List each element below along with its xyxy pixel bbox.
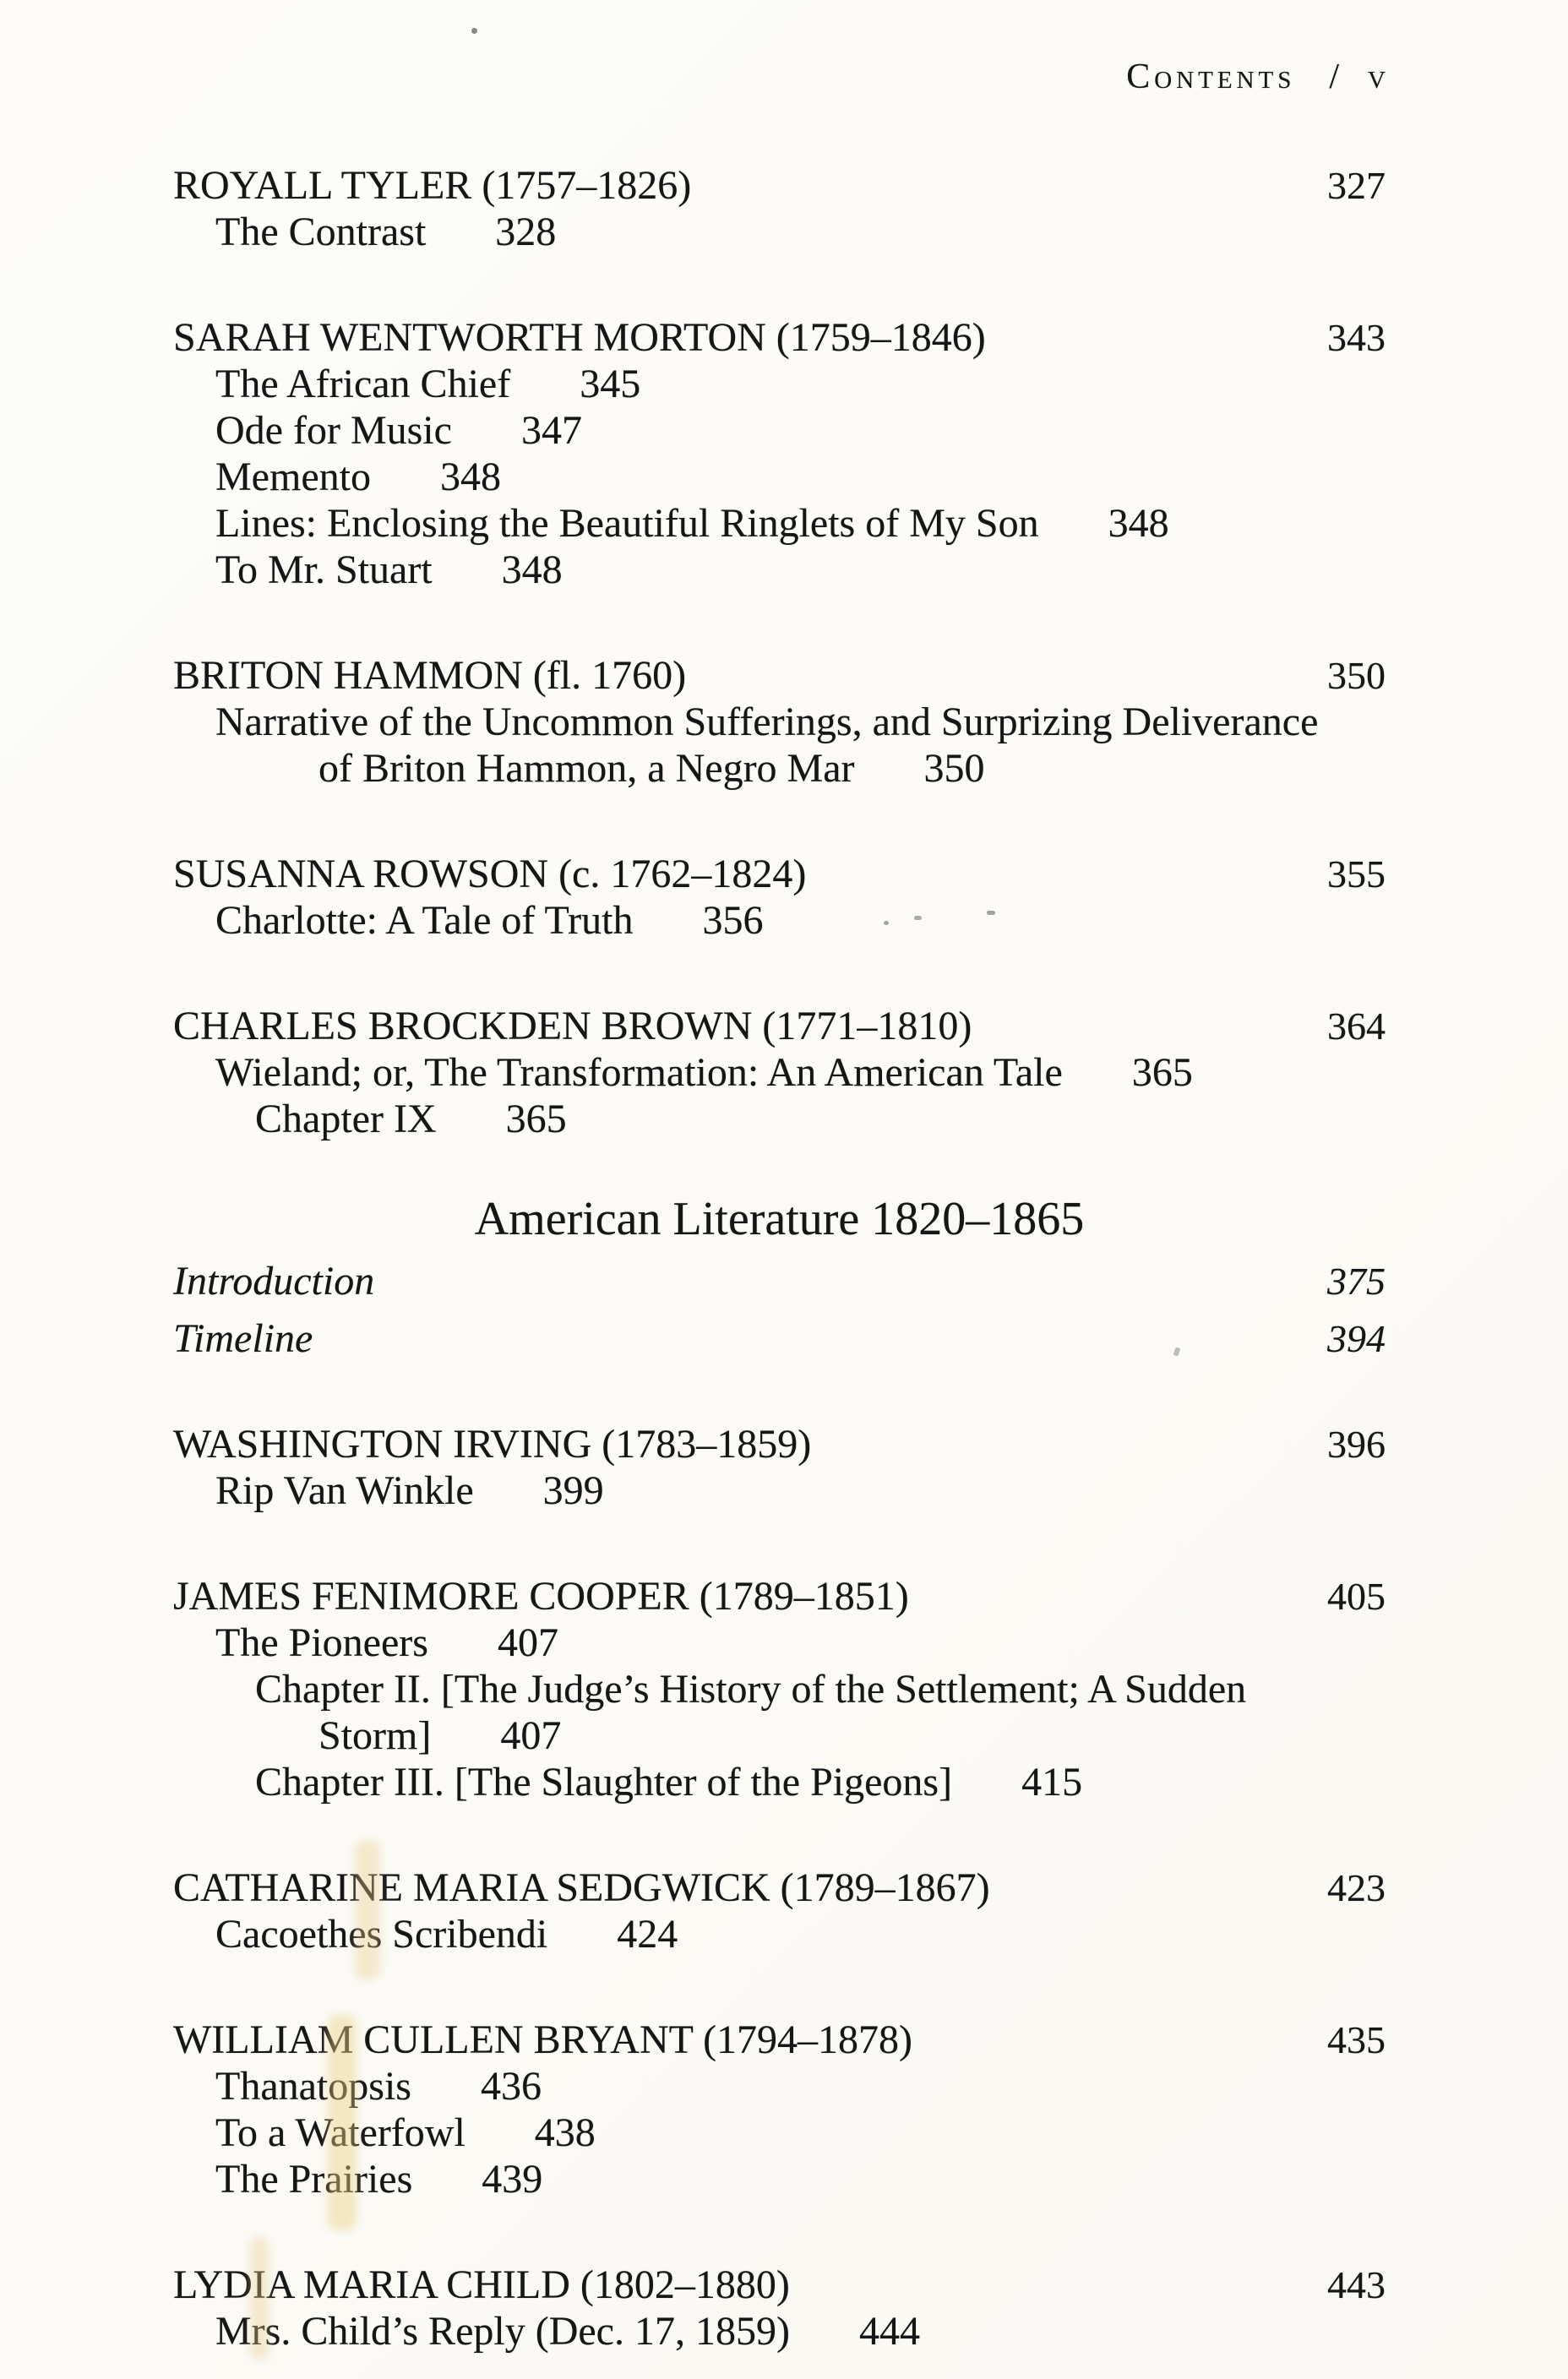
entry-page-number: 424 bbox=[617, 1912, 678, 1957]
entry-text: Chapter II. [The Judge’s History of the Settlement; A Sudden bbox=[255, 1667, 1247, 1712]
toc-entry-row bbox=[173, 454, 1386, 500]
toc-author-row bbox=[173, 1573, 1386, 1620]
scan-speck bbox=[471, 28, 477, 34]
page-number-roman: v bbox=[1368, 57, 1386, 96]
toc-author-row bbox=[173, 314, 1386, 361]
entry-text: The Pioneers 407 bbox=[215, 1620, 558, 1665]
entry-page-number: 438 bbox=[534, 2110, 596, 2155]
toc-author-row bbox=[173, 652, 1386, 699]
entry-page-number: 439 bbox=[482, 2157, 543, 2202]
entry-page-number: 423 bbox=[1327, 1866, 1386, 1909]
entry-page-number: 435 bbox=[1327, 2018, 1386, 2061]
toc-entry-row bbox=[173, 1096, 1386, 1142]
entry-text: Thanatopsis 436 bbox=[215, 2064, 542, 2109]
entry-page-number: 348 bbox=[1108, 501, 1169, 546]
entry-text: Introduction bbox=[173, 1259, 375, 1304]
toc-entry-row bbox=[173, 1467, 1386, 1514]
entry-text: SUSANNA ROWSON (c. 1762–1824) bbox=[173, 852, 807, 896]
entry-page-number: 415 bbox=[1021, 1760, 1083, 1805]
running-header bbox=[173, 56, 1386, 98]
entry-text: Charlotte: A Tale of Truth 356 bbox=[215, 898, 764, 943]
toc-entry-row bbox=[173, 1911, 1386, 1957]
entry-text: The Prairies 439 bbox=[215, 2157, 543, 2202]
entry-text: Mrs. Child’s Reply (Dec. 17, 1859) 444 bbox=[215, 2309, 920, 2354]
toc-entry-row bbox=[173, 500, 1386, 547]
toc-entry-row bbox=[173, 897, 1386, 944]
entry-text: Cacoethes Scribendi 424 bbox=[215, 1912, 678, 1957]
toc-entry-row bbox=[173, 1759, 1386, 1805]
entry-text: Rip Van Winkle 399 bbox=[215, 1468, 604, 1513]
toc-entry-row bbox=[173, 547, 1386, 593]
running-title: Contents bbox=[1126, 57, 1296, 96]
toc-entry-row bbox=[173, 745, 1386, 792]
table-of-contents bbox=[173, 162, 1386, 2355]
entry-page-number: 394 bbox=[1327, 1317, 1386, 1360]
entry-page-number: 356 bbox=[702, 898, 764, 943]
entry-page-number: 407 bbox=[500, 1713, 562, 1758]
entry-text: The African Chief 345 bbox=[215, 362, 641, 406]
entry-page-number: 345 bbox=[580, 362, 641, 406]
toc-front-row bbox=[173, 1315, 1386, 1362]
toc-front-row bbox=[173, 1258, 1386, 1304]
toc-author-row bbox=[173, 1421, 1386, 1467]
header-separator: / bbox=[1329, 57, 1340, 96]
entry-text: CATHARINE MARIA SEDGWICK (1789–1867) bbox=[173, 1865, 990, 1910]
entry-text: To Mr. Stuart 348 bbox=[215, 547, 563, 592]
entry-page-number: 365 bbox=[1131, 1050, 1193, 1095]
entry-text: Ode for Music 347 bbox=[215, 408, 582, 453]
toc-author-row bbox=[173, 1865, 1386, 1911]
toc-author-row bbox=[173, 2017, 1386, 2063]
entry-page-number: 405 bbox=[1327, 1575, 1386, 1618]
entry-page-number: 350 bbox=[1327, 654, 1386, 697]
entry-page-number: 396 bbox=[1327, 1423, 1386, 1466]
entry-page-number: 443 bbox=[1327, 2263, 1386, 2306]
toc-entry-row bbox=[173, 2308, 1386, 2355]
entry-text: WILLIAM CULLEN BRYANT (1794–1878) bbox=[173, 2017, 913, 2062]
entry-page-number: 399 bbox=[542, 1468, 604, 1513]
entry-text: BRITON HAMMON (fl. 1760) bbox=[173, 653, 687, 698]
part-heading bbox=[173, 1191, 1386, 1247]
entry-text: Chapter III. [The Slaughter of the Pigeons] 415 bbox=[255, 1760, 1083, 1805]
entry-text: Chapter IX 365 bbox=[255, 1097, 567, 1141]
entry-page-number: 347 bbox=[520, 408, 582, 453]
entry-page-number: 436 bbox=[480, 2064, 542, 2109]
entry-page-number: 350 bbox=[923, 746, 985, 791]
entry-text: SARAH WENTWORTH MORTON (1759–1846) bbox=[173, 315, 986, 360]
entry-page-number: 407 bbox=[497, 1620, 558, 1665]
toc-entry-row bbox=[173, 699, 1386, 745]
entry-page-number: 327 bbox=[1327, 164, 1386, 207]
entry-page-number: 355 bbox=[1327, 852, 1386, 896]
entry-page-number: 348 bbox=[439, 455, 501, 499]
entry-page-number: 364 bbox=[1327, 1004, 1386, 1048]
toc-author-row bbox=[173, 162, 1386, 209]
entry-text: WASHINGTON IRVING (1783–1859) bbox=[173, 1422, 812, 1467]
entry-text: Lines: Enclosing the Beautiful Ringlets of My Son 348 bbox=[215, 501, 1169, 546]
toc-entry-row bbox=[173, 407, 1386, 454]
entry-text: of Briton Hammon, a Negro Mar 350 bbox=[318, 746, 985, 791]
entry-page-number: 365 bbox=[505, 1097, 567, 1141]
entry-text: Narrative of the Uncommon Sufferings, and Surprizing Deliverance bbox=[215, 700, 1319, 744]
entry-page-number: 444 bbox=[858, 2309, 920, 2354]
entry-page-number: 375 bbox=[1327, 1260, 1386, 1303]
toc-author-row bbox=[173, 2262, 1386, 2308]
entry-text: Wieland; or, The Transformation: An American Tale 365 bbox=[215, 1050, 1193, 1095]
toc-entry-row bbox=[173, 2110, 1386, 2156]
entry-text: Storm] 407 bbox=[318, 1713, 562, 1758]
toc-entry-row bbox=[173, 1049, 1386, 1096]
toc-entry-row bbox=[173, 2063, 1386, 2110]
entry-text: The Contrast 328 bbox=[215, 210, 557, 254]
entry-text: CHARLES BROCKDEN BROWN (1771–1810) bbox=[173, 1004, 972, 1048]
entry-page-number: 348 bbox=[501, 547, 563, 592]
toc-entry-row bbox=[173, 1712, 1386, 1759]
entry-text: Memento 348 bbox=[215, 455, 501, 499]
entry-page-number: 328 bbox=[495, 210, 557, 254]
entry-text: ROYALL TYLER (1757–1826) bbox=[173, 163, 692, 208]
toc-author-row bbox=[173, 1003, 1386, 1049]
entry-text: JAMES FENIMORE COOPER (1789–1851) bbox=[173, 1574, 909, 1619]
entry-text: LYDIA MARIA CHILD (1802–1880) bbox=[173, 2262, 790, 2307]
toc-entry-row bbox=[173, 1620, 1386, 1666]
entry-page-number: 343 bbox=[1327, 316, 1386, 359]
part-title-text: American Literature 1820–1865 bbox=[474, 1193, 1085, 1245]
entry-text: To a Waterfowl 438 bbox=[215, 2110, 596, 2155]
toc-author-row bbox=[173, 851, 1386, 897]
entry-text: Timeline bbox=[173, 1316, 313, 1361]
toc-entry-row bbox=[173, 1666, 1386, 1712]
toc-entry-row bbox=[173, 209, 1386, 255]
toc-entry-row bbox=[173, 2156, 1386, 2202]
toc-entry-row bbox=[173, 361, 1386, 407]
